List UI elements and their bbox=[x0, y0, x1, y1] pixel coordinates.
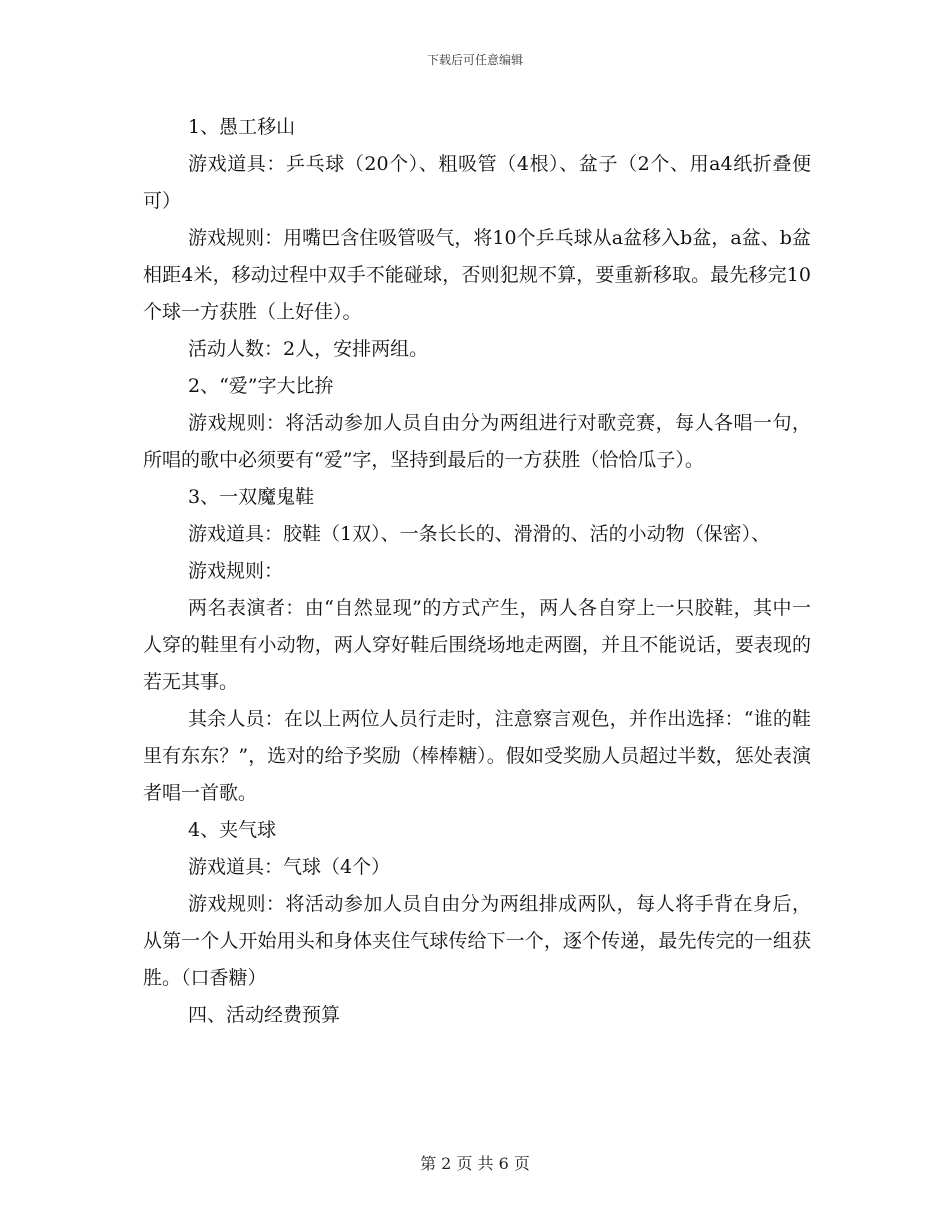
page-footer: 第 2 页 共 6 页 bbox=[420, 1154, 530, 1173]
paragraph-game-3-rules-label: 游戏规则： bbox=[188, 560, 284, 582]
document-body bbox=[143, 109, 811, 1034]
section-heading-game-4: 4、夹气球 bbox=[188, 819, 277, 841]
section-heading-budget: 四、活动经费预算 bbox=[188, 1004, 341, 1026]
section-heading-game-2: 2、“爱”字大比拚 bbox=[188, 375, 334, 397]
paragraph-game-4-rules: 游戏规则：将活动参加人员自由分为两组排成两队，每人将手背在身后，从第一个人开始用头和身体夹住气球传给下一个，逐个传递，最先传完的一组获胜。（口香糖） bbox=[143, 893, 811, 989]
page-header: 下载后可任意编辑 bbox=[426, 53, 523, 67]
section-heading-game-1: 1、愚工移山 bbox=[188, 116, 296, 138]
paragraph-game-3-others: 其余人员：在以上两位人员行走时，注意察言观色，并作出选择：“谁的鞋里有东东？”，选对的给予奖励（棒棒糖）。假如受奖励人员超过半数，惩处表演者唱一首歌。 bbox=[143, 708, 811, 804]
paragraph-game-1-players: 活动人数：2人，安排两组。 bbox=[188, 338, 429, 360]
paragraph-game-1-rules: 游戏规则：用嘴巴含住吸管吸气，将10个乒乓球从a盆移入b盆，a盆、b盆相距4米，移动过程中双手不能碰球，否则犯规不算，要重新移取。最先移完10个球一方获胜（上好佳）。 bbox=[143, 227, 811, 323]
paragraph-game-4-props: 游戏道具：气球（4个） bbox=[188, 856, 391, 878]
paragraph-game-3-performers: 两名表演者：由“自然显现”的方式产生，两人各自穿上一只胶鞋，其中一人穿的鞋里有小动物，两人穿好鞋后围绕场地走两圈，并且不能说话，要表现的若无其事。 bbox=[143, 597, 811, 693]
section-heading-game-3: 3、一双魔鬼鞋 bbox=[188, 486, 315, 508]
paragraph-game-1-props: 游戏道具：乒乓球（20个）、粗吸管（4根）、盆子（2个、用a4纸折叠便可） bbox=[143, 153, 811, 212]
paragraph-game-3-props: 游戏道具：胶鞋（1双）、一条长长的、滑滑的、活的小动物（保密）、 bbox=[188, 523, 771, 545]
paragraph-game-2-rules: 游戏规则：将活动参加人员自由分为两组进行对歌竞赛，每人各唱一句，所唱的歌中必须要有“爱”字，坚持到最后的一方获胜（恰恰瓜子）。 bbox=[143, 412, 811, 471]
